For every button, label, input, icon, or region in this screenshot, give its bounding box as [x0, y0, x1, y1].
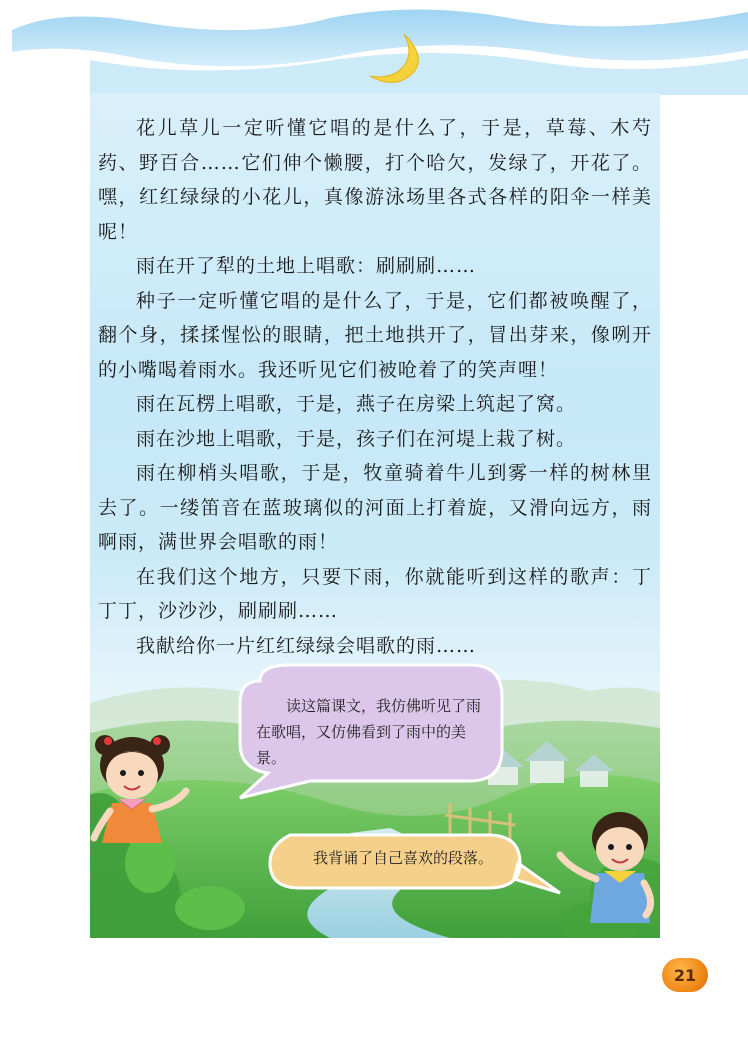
paragraph: 雨在瓦楞上唱歌，于是，燕子在房梁上筑起了窝。	[136, 393, 577, 415]
paragraph: 雨在沙地上唱歌，于是，孩子们在河堤上栽了树。	[136, 427, 577, 450]
paragraph: 雨在柳梢头唱歌，于是，牧童骑着牛儿到雾一样的树林里去了。一缕笛音在蓝玻璃似的河面上打着旋，又滑向远方，雨啊雨，满世界会唱歌的雨！	[98, 462, 652, 553]
girl-speech-text	[256, 693, 488, 771]
page-number-badge: 21	[662, 958, 708, 992]
lesson-text	[90, 111, 660, 663]
boy-speech-text: 我背诵了自己喜欢的段落。	[312, 849, 493, 867]
paragraph: 在我们这个地方，只要下雨，你就能听到这样的歌声：丁丁丁，沙沙沙，刷刷刷……	[98, 565, 652, 622]
paragraph: 雨在开了犁的土地上唱歌：刷刷刷……	[136, 255, 477, 277]
paragraph: 种子一定听懂它唱的是什么了，于是，它们都被唤醒了，翻个身，揉揉惺忪的眼睛，把土地拱开了，冒出芽来，像咧开的小嘴喝着雨水。我还听见它们被呛着了的笑声哩！	[98, 289, 652, 381]
paragraph: 我献给你一片红红绿绿会唱歌的雨……	[136, 634, 477, 657]
paragraph: 花儿草儿一定听懂它唱的是什么了，于是，草莓、木芍药、野百合……它们伸个懒腰，打个哈欠，发绿了，开花了。嘿，红红绿绿的小花儿，真像游泳场里各式各样的阳伞一样美呢！	[98, 117, 652, 243]
illustration-panel	[90, 93, 660, 938]
top-decoration	[0, 0, 748, 95]
girl-speech-line: 读这篇课文，我仿佛听见了雨在歌唱，又仿佛看到了雨中的美景。	[256, 697, 482, 767]
